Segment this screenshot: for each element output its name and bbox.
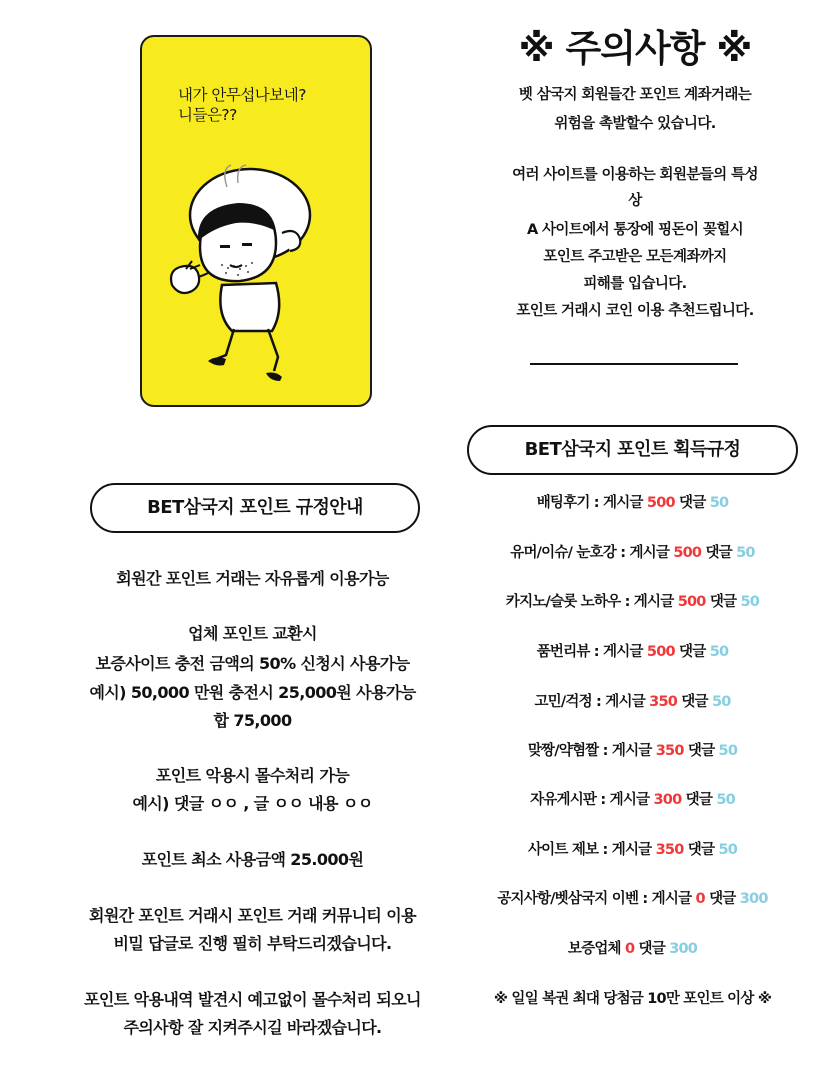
thief-character-illustration bbox=[142, 37, 370, 405]
earning-rules-heading: BET삼국지 포인트 획득규정 bbox=[467, 425, 798, 475]
comment-label: 댓글 bbox=[687, 743, 715, 759]
comment-points: 50 bbox=[711, 694, 731, 710]
post-points: 500 bbox=[677, 594, 706, 610]
comment-label: 댓글 bbox=[709, 594, 737, 610]
guide-line: 주의사항 잘 지켜주시길 바라겠습니다. bbox=[123, 1018, 382, 1037]
speech-line-2: 니들은?? bbox=[178, 106, 237, 124]
rule-name: 고민/걱정 bbox=[534, 694, 592, 710]
post-label: : 게시글 bbox=[602, 842, 652, 858]
rule-row bbox=[460, 838, 805, 859]
illustration-card bbox=[140, 35, 372, 407]
rule-name: 맞짱/약혐짤 bbox=[527, 743, 599, 759]
guide-line: 합 75,000 bbox=[213, 711, 292, 730]
comment-label: 댓글 bbox=[679, 644, 706, 660]
guide-line: 예시) 댓글 ㅇㅇ , 글 ㅇㅇ 내용 ㅇㅇ bbox=[132, 794, 373, 813]
warning-line: 위험을 촉발할수 있습니다. bbox=[554, 116, 716, 132]
rule-name: 자유게시판 bbox=[530, 792, 597, 808]
comment-points: 50 bbox=[718, 743, 738, 759]
comment-points: 50 bbox=[709, 495, 729, 511]
warning-line: A 사이트에서 통장에 핑돈이 꽂힐시 bbox=[526, 222, 744, 238]
comment-label: 댓글 bbox=[709, 891, 736, 907]
guide-heading: BET삼국지 포인트 규정안내 bbox=[90, 483, 420, 533]
post-points: 0 bbox=[695, 891, 705, 907]
rule-name: 카지노/슬롯 노하우 bbox=[505, 594, 621, 610]
warning-line: 피해를 입습니다. bbox=[583, 276, 687, 292]
post-label: : 게시글 bbox=[602, 743, 652, 759]
post-label: : 게시글 bbox=[593, 495, 643, 511]
partner-points: 0 bbox=[624, 941, 635, 957]
rule-name: 배팅후기 bbox=[536, 495, 590, 511]
post-points: 350 bbox=[655, 842, 684, 858]
post-points: 350 bbox=[649, 694, 678, 710]
post-points: 350 bbox=[655, 743, 684, 759]
post-label: : 게시글 bbox=[596, 694, 645, 710]
partner-rule-row bbox=[460, 937, 805, 958]
comment-label: 댓글 bbox=[705, 545, 732, 561]
rule-row bbox=[460, 690, 805, 711]
rule-row bbox=[460, 541, 805, 562]
warning-line: 상 bbox=[628, 193, 642, 209]
warning-line: 포인트 주고받은 모든계좌까지 bbox=[543, 249, 727, 265]
rule-name: 사이트 제보 bbox=[527, 842, 599, 858]
warning-line: 여러 사이트를 이용하는 회원분들의 특성 bbox=[512, 167, 758, 183]
guide-line: 회원간 포인트 거래는 자유롭게 이용가능 bbox=[116, 569, 389, 588]
speech-line-1: 내가 안무섭나보네? bbox=[178, 86, 306, 104]
post-points: 300 bbox=[653, 792, 682, 808]
comment-label: 댓글 bbox=[638, 941, 665, 957]
rule-row bbox=[460, 788, 805, 809]
guide-line: 비밀 답글로 진행 필히 부탁드리겠습니다. bbox=[113, 934, 392, 953]
warning-line: 포인트 거래시 코인 이용 추천드립니다. bbox=[516, 303, 754, 319]
comment-points: 50 bbox=[709, 644, 729, 660]
post-label: : 게시글 bbox=[620, 545, 670, 561]
post-label: : 게시글 bbox=[624, 594, 674, 610]
rule-row bbox=[460, 491, 805, 512]
comment-label: 댓글 bbox=[685, 792, 713, 808]
rule-name: 공지사항/벳삼국지 이벤 bbox=[497, 891, 639, 907]
comment-points: 50 bbox=[740, 594, 760, 610]
rule-row bbox=[460, 640, 805, 661]
comment-label: 댓글 bbox=[679, 495, 706, 511]
post-label: : 게시글 bbox=[593, 644, 643, 660]
comment-points: 300 bbox=[739, 891, 768, 907]
guide-line: 예시) 50,000 만원 충전시 25,000원 사용가능 bbox=[89, 683, 416, 702]
guide-line: 회원간 포인트 거래시 포인트 거래 커뮤니티 이용 bbox=[89, 906, 416, 925]
guide-line: 업체 포인트 교환시 bbox=[188, 624, 317, 643]
rule-name: 보증업체 bbox=[567, 941, 621, 957]
guide-line: 포인트 악용내역 발견시 예고없이 몰수처리 되오니 bbox=[84, 990, 421, 1009]
comment-points: 50 bbox=[716, 792, 735, 808]
guide-line: 포인트 최소 사용금액 25.000원 bbox=[141, 850, 364, 869]
post-points: 500 bbox=[673, 545, 702, 561]
rule-row bbox=[460, 887, 805, 908]
guide-line: 보증사이트 충전 금액의 50% 신청시 사용가능 bbox=[95, 654, 410, 673]
comment-label: 댓글 bbox=[681, 694, 708, 710]
post-label: : 게시글 bbox=[642, 891, 692, 907]
comment-points: 50 bbox=[718, 842, 738, 858]
post-label: : 게시글 bbox=[600, 792, 650, 808]
guide-line: 포인트 악용시 몰수처리 가능 bbox=[155, 766, 350, 785]
divider bbox=[530, 363, 738, 365]
rule-row bbox=[460, 739, 805, 760]
lotto-note: ※ 일일 복권 최대 당첨금 10만 포인트 이상 ※ bbox=[493, 991, 772, 1007]
warning-line: 벳 삼국지 회원들간 포인트 계좌거래는 bbox=[518, 87, 752, 103]
warning-title: ※ 주의사항 ※ bbox=[518, 27, 752, 70]
comment-label: 댓글 bbox=[687, 842, 715, 858]
post-points: 500 bbox=[646, 495, 675, 511]
rule-name: 유머/이슈/ 눈호강 bbox=[510, 545, 616, 561]
post-points: 500 bbox=[646, 644, 675, 660]
rule-row bbox=[460, 590, 805, 611]
comment-points: 50 bbox=[736, 545, 755, 561]
comment-points: 300 bbox=[669, 941, 698, 957]
rule-name: 품번리뷰 bbox=[536, 644, 590, 660]
